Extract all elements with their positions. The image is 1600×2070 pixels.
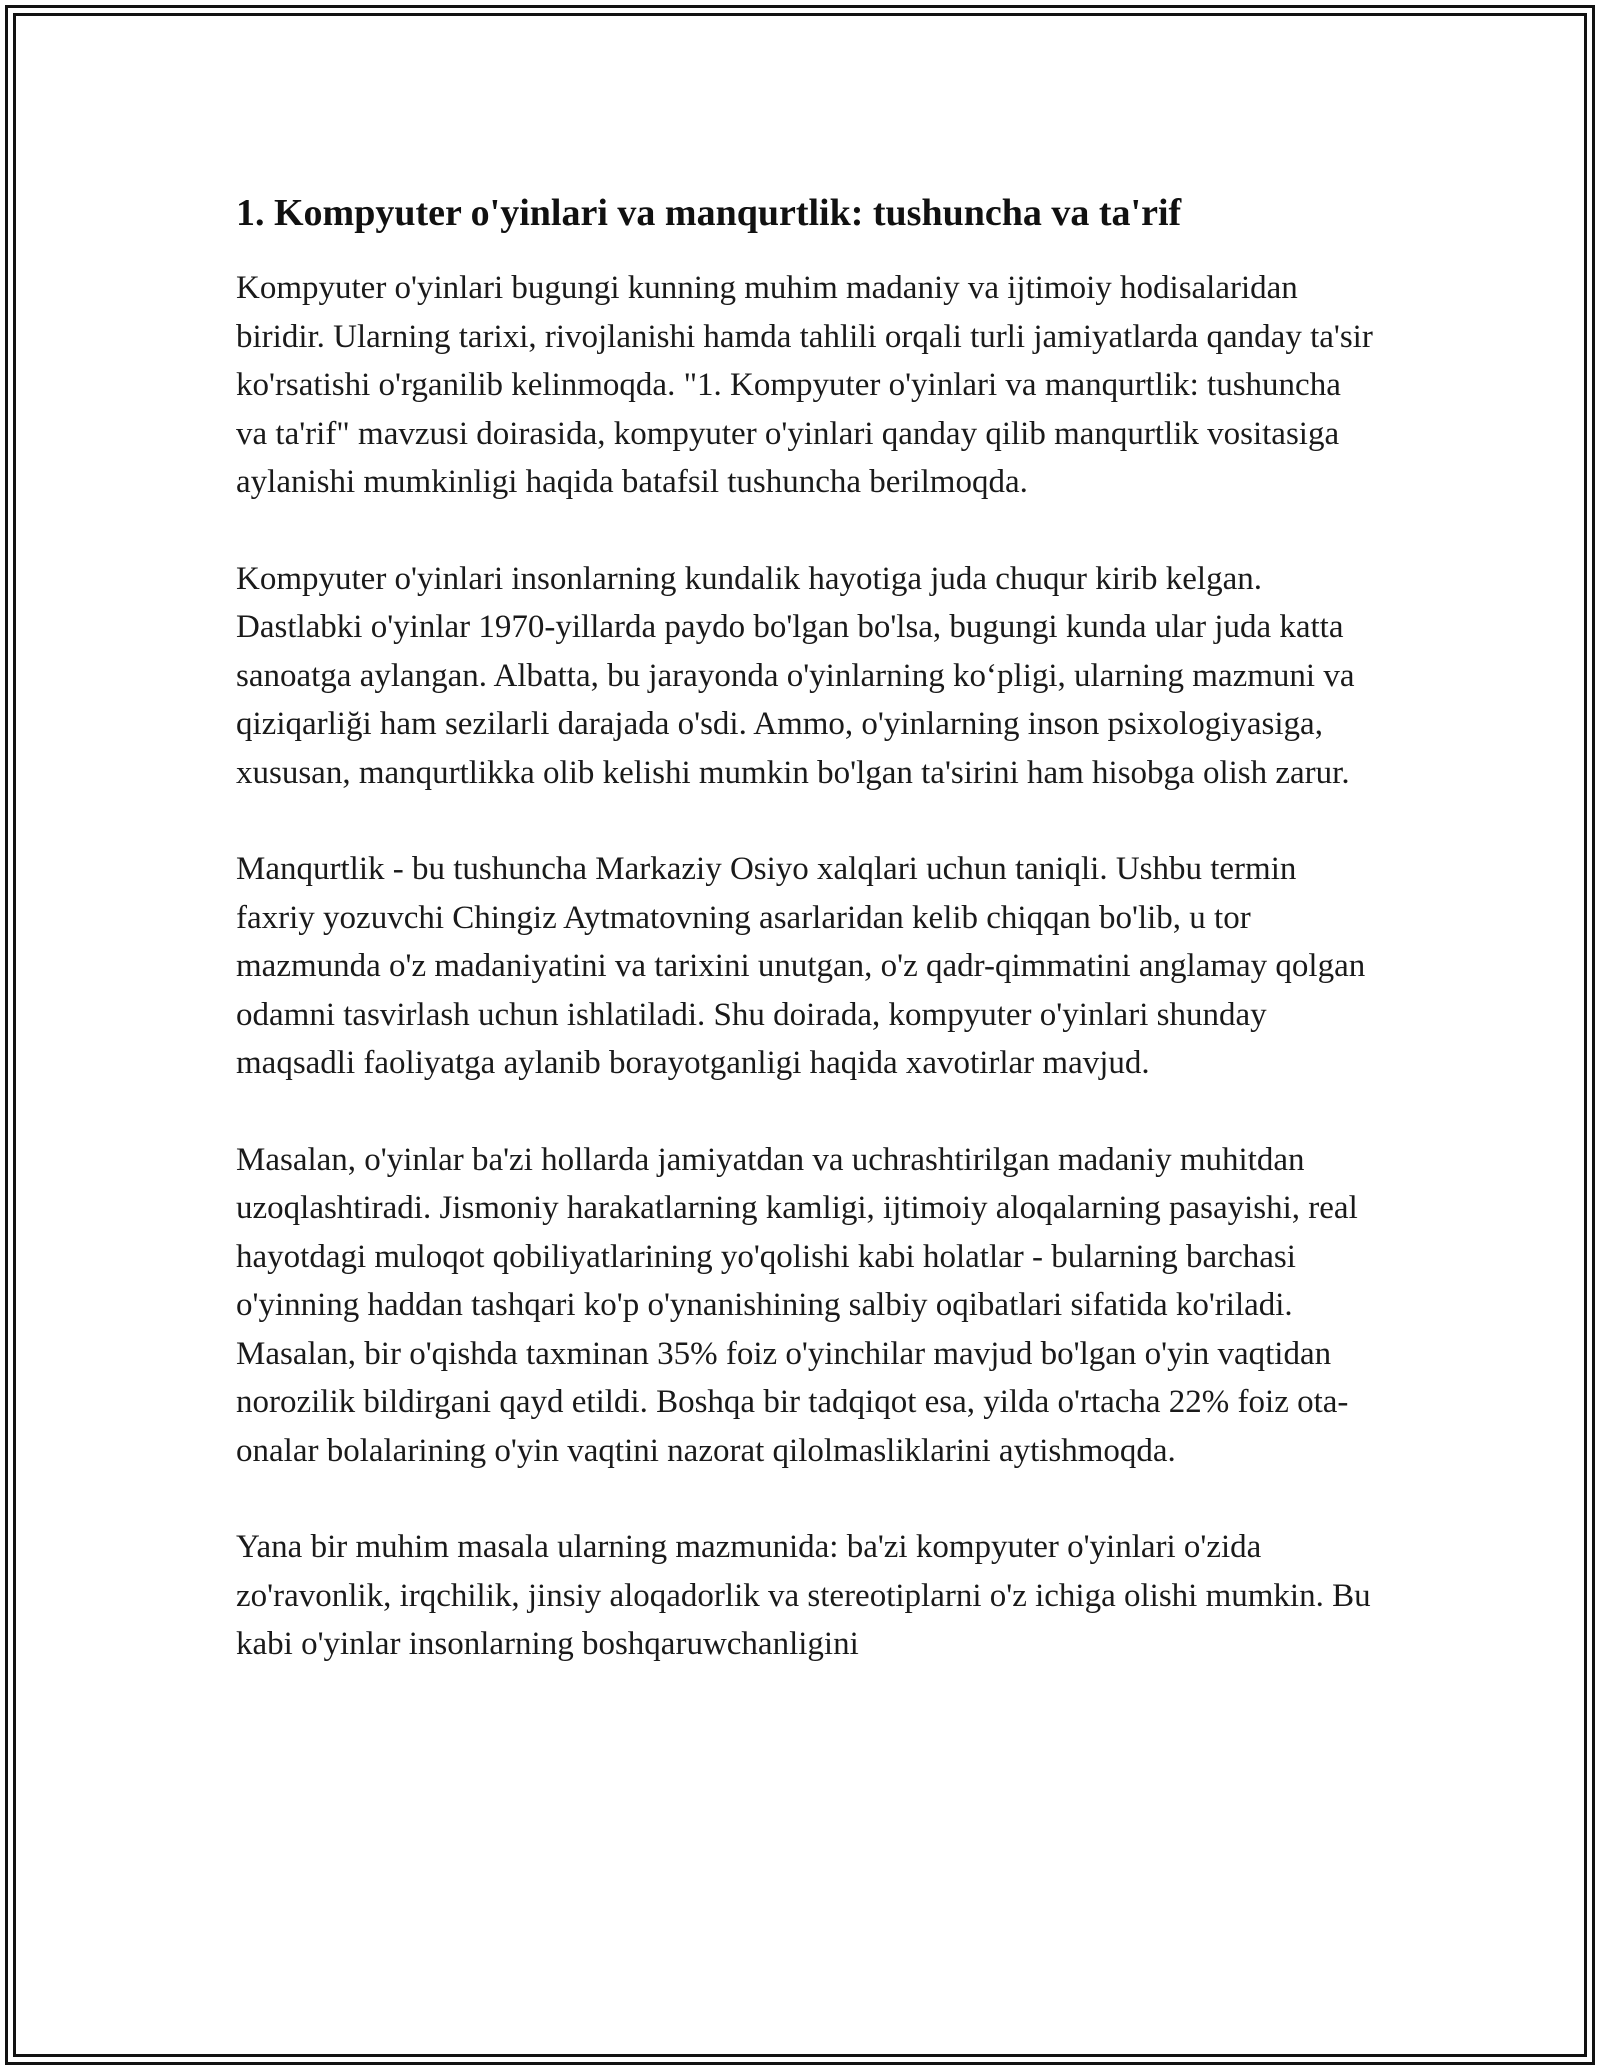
paragraph-1: Kompyuter o'yinlari bugungi kunning muhim madaniy va ijtimoiy hodisalaridan biridir. Ularning tarixi, rivojlanishi hamda tahlili orqali turli jamiyatlarda qanday ta'sir ko'rsatishi o'rganilib kelinmoqda. "1. Kompyuter o'yinlari va manqurtlik: tushuncha va ta'rif" mavzusi doirasida, kompyuter o'yinlari qanday qilib manqurtlik vositasiga aylanishi mumkinligi haqida batafsil tushuncha berilmoqda. bbox=[236, 270, 1373, 500]
paragraph-4: Masalan, o'yinlar ba'zi hollarda jamiyatdan va uchrashtirilgan madaniy muhitdan uzoqlashtiradi. Jismoniy harakatlarning kamligi, ijtimoiy aloqalarning pasayishi, real hayotdagi muloqot qobiliyatlarining yo'qolishi kabi holatlar - bularning barchasi o'yinning haddan tashqari ko'p o'ynanishining salbiy oqibatlari sifatida ko'riladi. Masalan, bir o'qishda taxminan 35% foiz o'yinchilar mavjud bo'lgan o'yin vaqtidan norozilik bildirgani qayd etildi. Boshqa bir tadqiqot esa, yilda o'rtacha 22% foiz ota-onalar bolalarining o'yin vaqtini nazorat qilolmasliklarini aytishmoqda. bbox=[236, 1141, 1358, 1469]
section-heading: 1. Kompyuter o'yinlari va manqurtlik: tushuncha va ta'rif bbox=[236, 192, 1182, 234]
paragraph-2: Kompyuter o'yinlari insonlarning kundalik hayotiga juda chuqur kirib kelgan. Dastlabki o'yinlar 1970-yillarda paydo bo'lgan bo'lsa, bugungi kunda ular juda katta sanoatga aylangan. Albatta, bu jarayonda o'yinlarning ko‘pligi, ularning mazmuni va qiziqarliği ham sezilarli darajada o'sdi. Ammo, o'yinlarning inson psixologiyasiga, xususan, manqurtlikka olib kelishi mumkin bo'lgan ta'sirini ham hisobga olish zarur. bbox=[236, 560, 1355, 791]
paragraph-5: Yana bir muhim masala ularning mazmunida: ba'zi kompyuter o'yinlari o'zida zo'ravonlik, irqchilik, jinsiy aloqadorlik va stereotiplarni o'z ichiga olishi mumkin. Bu kabi o'yinlar insonlarning boshqaruwchanligini bbox=[236, 1529, 1371, 1662]
paragraph-3: Manqurtlik - bu tushuncha Markaziy Osiyo xalqlari uchun taniqli. Ushbu termin faxriy yozuvchi Chingiz Aytmatovning asarlaridan kelib chiqqan bo'lib, u tor mazmunda o'z madaniyatini va tarixini unutgan, o'z qadr-qimmatini anglamay qolgan odamni tasvirlash uchun ishlatiladi. Shu doirada, kompyuter o'yinlari shunday maqsadli faoliyatga aylanib borayotganligi haqida xavotirlar mavjud. bbox=[236, 851, 1366, 1081]
document-body bbox=[236, 188, 1376, 1717]
